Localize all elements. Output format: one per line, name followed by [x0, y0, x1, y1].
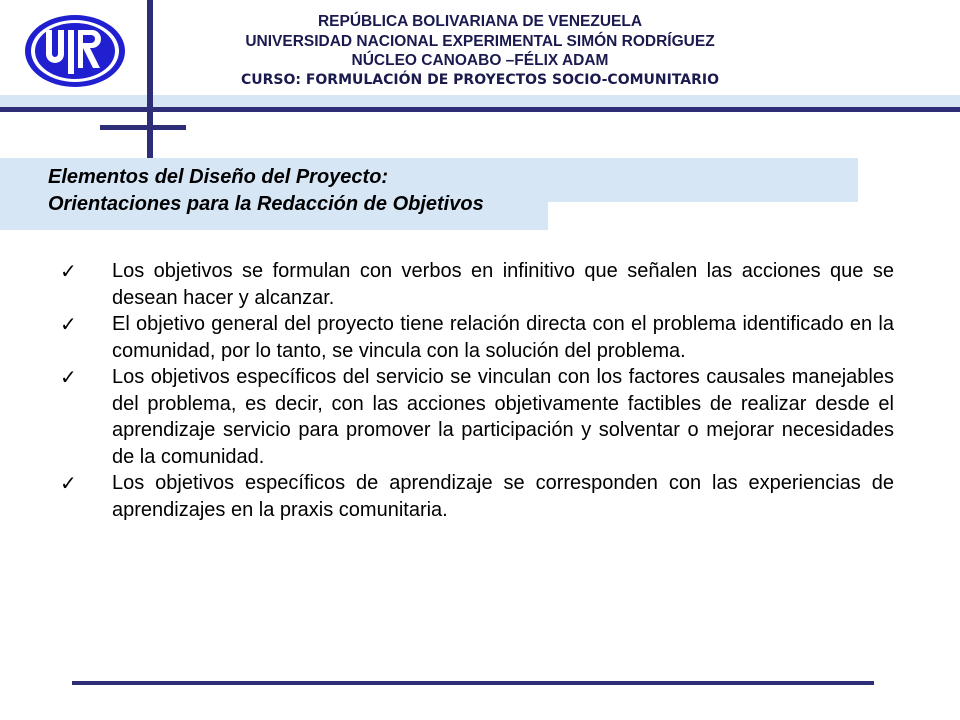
list-item [60, 470, 894, 523]
short-accent-bar [100, 125, 186, 130]
check-icon: ✓ [60, 312, 77, 336]
check-icon: ✓ [60, 471, 77, 495]
footer-divider-line [72, 681, 874, 685]
list-item [60, 311, 894, 364]
list-item-text: El objetivo general del proyecto tiene relación directa con el problema identificado en la comunidad, por lo tanto, se vincula con la solución del problema. [112, 313, 894, 362]
list-item-text: Los objetivos se formulan con verbos en infinitivo que señalen las acciones que se desean hacer y alcanzar. [112, 260, 894, 309]
list-item [60, 258, 894, 311]
header-line-nucleus: NÚCLEO CANOABO –FÉLIX ADAM [351, 52, 609, 69]
list-item [60, 364, 894, 470]
header-band-left [0, 95, 147, 107]
slide-title-line2: Orientaciones para la Redacción de Objetivos [48, 193, 484, 215]
slide-title-line1: Elementos del Diseño del Proyecto: [48, 166, 389, 188]
header-line-course: CURSO: FORMULACIÓN DE PROYECTOS SOCIO-COMUNITARIO [240, 71, 720, 88]
header-line-university: UNIVERSIDAD NACIONAL EXPERIMENTAL SIMÓN RODRÍGUEZ [245, 32, 715, 50]
objectives-list [60, 258, 894, 523]
unesr-logo-icon [22, 12, 128, 90]
header-divider-line [0, 107, 960, 112]
check-icon: ✓ [60, 259, 77, 283]
header-band-light [153, 95, 960, 107]
list-item-text: Los objetivos específicos de aprendizaje se corresponden con las experiencias de aprendizajes en la praxis comunitaria. [112, 472, 894, 521]
vertical-divider-line [147, 0, 153, 162]
institution-header [160, 12, 800, 90]
header-line-republic: REPÚBLICA BOLIVARIANA DE VENEZUELA [317, 13, 643, 30]
slide-title [48, 164, 484, 218]
check-icon: ✓ [60, 365, 77, 389]
list-item-text: Los objetivos específicos del servicio se vinculan con los factores causales manejables del problema, es decir, con las acciones objetivamente factibles de realizar desde el aprendizaje servicio para promover la participación y solventar o mejorar necesidades de la comunidad. [112, 366, 894, 468]
